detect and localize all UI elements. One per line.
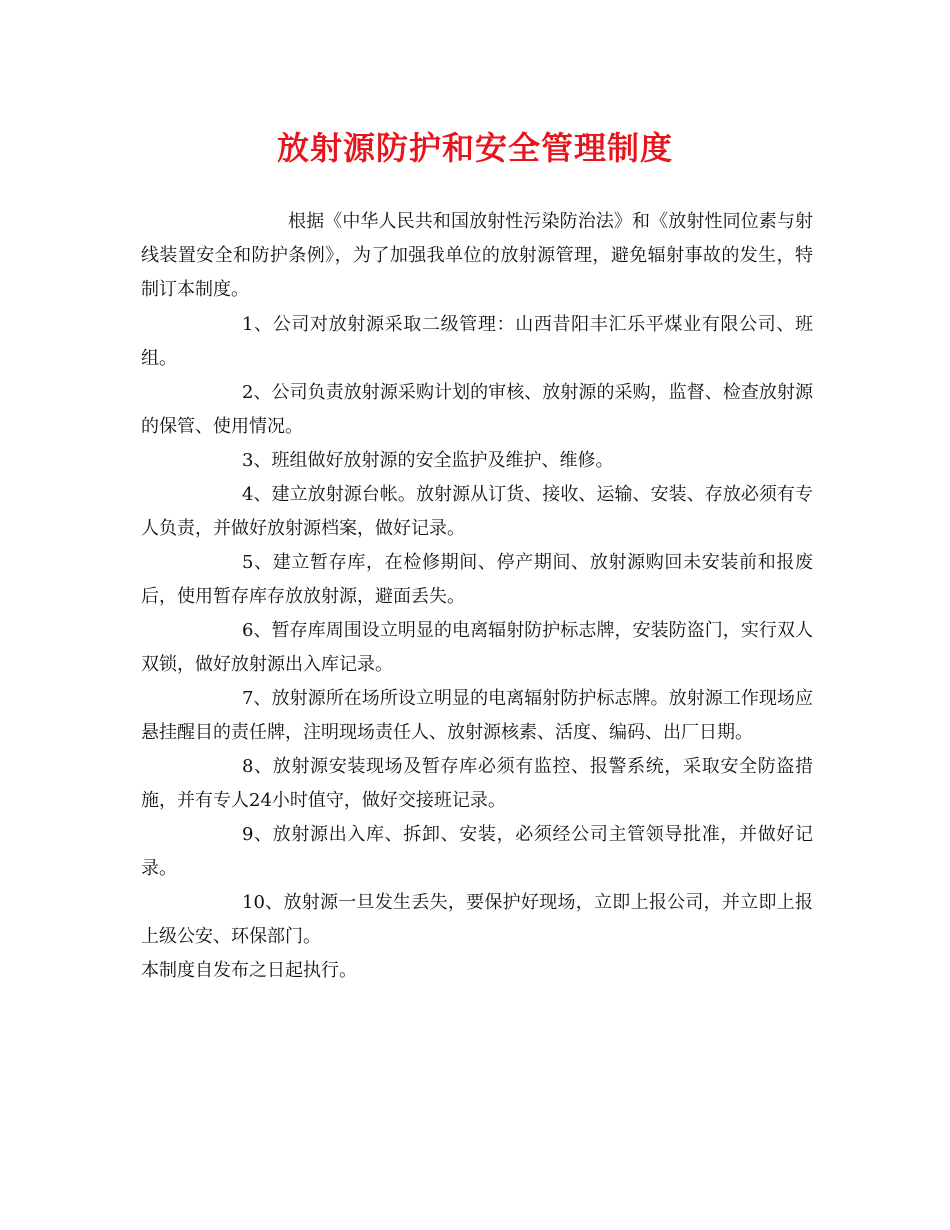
clause-1: 1、公司对放射源采取二级管理：山西昔阳丰汇乐平煤业有限公司、班组。 [141,314,813,369]
clause-4: 4、建立放射源台帐。放射源从订货、接收、运输、安装、存放必须有专人负责，并做好放射源档案，做好记录。 [141,484,813,539]
clause-3: 3、班组做好放射源的安全监护及维护、维修。 [242,450,614,471]
clause-10: 10、放射源一旦发生丢失，要保护好现场，立即上报公司，并立即上报上级公安、环保部门。 [141,892,813,947]
intro-paragraph: 根据《中华人民共和国放射性污染防治法》和《放射性同位素与射线装置安全和防护条例》，为了加强我单位的放射源管理，避免辐射事故的发生，特制订本制度。 [141,211,813,300]
clause-8: 8、放射源安装现场及暂存库必须有监控、报警系统，采取安全防盗措施，并有专人24小时值守，做好交接班记录。 [141,756,813,811]
document-body [141,205,813,988]
clause-2: 2、公司负责放射源采购计划的审核、放射源的采购，监督、检查放射源的保管、使用情况。 [141,382,813,437]
clause-9: 9、放射源出入库、拆卸、安装，必须经公司主管领导批准，并做好记录。 [141,824,813,879]
closing-statement: 本制度自发布之日起执行。 [141,960,357,981]
document-title: 放射源防护和安全管理制度 [276,129,673,167]
clause-5: 5、建立暂存库，在检修期间、停产期间、放射源购回未安装前和报废后，使用暂存库存放放射源，避面丢失。 [141,552,813,607]
clause-6: 6、暂存库周围设立明显的电离辐射防护标志牌，安装防盗门，实行双人双锁，做好放射源出入库记录。 [141,620,813,675]
clause-7: 7、放射源所在场所设立明显的电离辐射防护标志牌。放射源工作现场应悬挂醒目的责任牌，注明现场责任人、放射源核素、活度、编码、出厂日期。 [141,688,813,743]
